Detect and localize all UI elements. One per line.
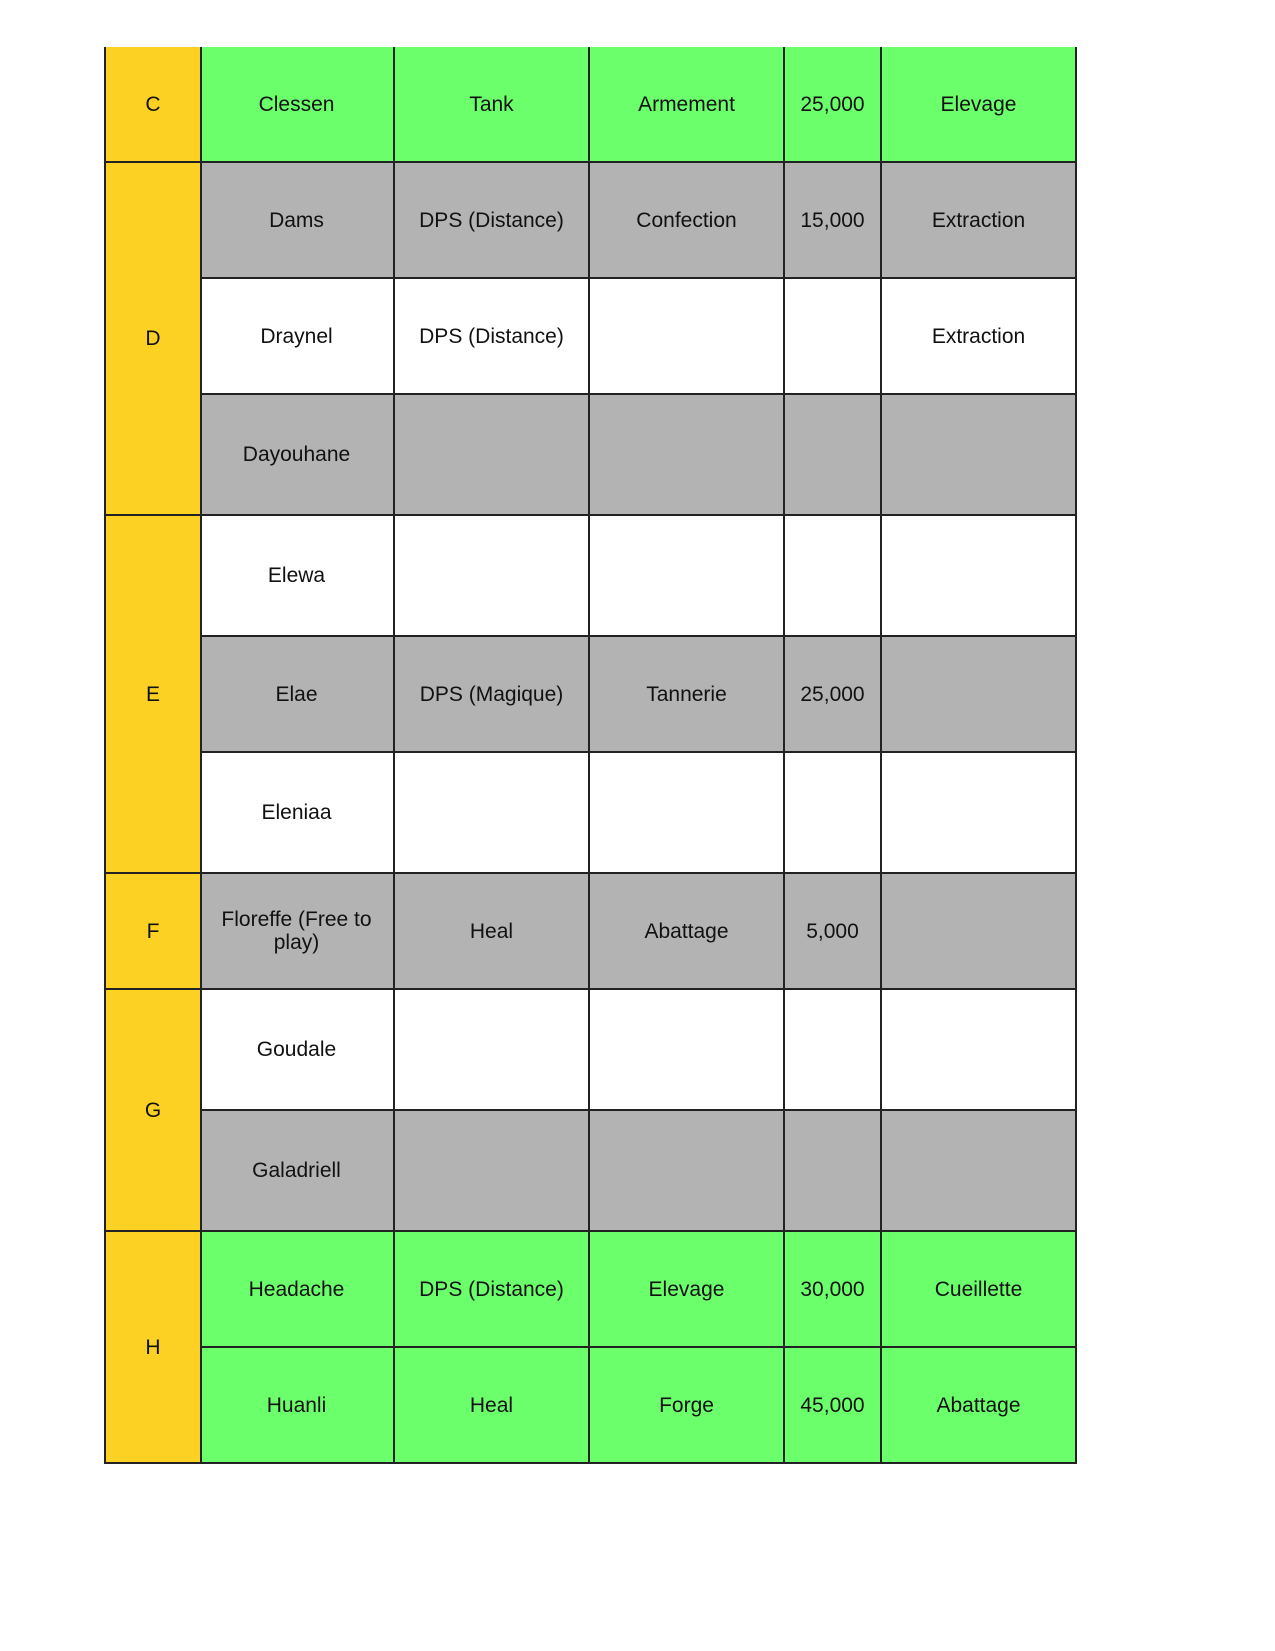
cell-role [395,395,590,516]
cell-name: Clessen [200,47,395,163]
cell-role: Heal [395,874,590,990]
cell-name: Eleniaa [200,753,395,874]
cell-role [395,753,590,874]
cell-harvest: Elevage [882,47,1077,163]
cell-name: Elewa [200,516,395,637]
cell-craft [590,753,785,874]
cell-name: Headache [200,1232,395,1348]
cell-craft: Elevage [590,1232,785,1348]
cell-amount: 30,000 [785,1232,882,1348]
cell-harvest: Abattage [882,1348,1077,1464]
cell-amount: 5,000 [785,874,882,990]
cell-craft [590,1111,785,1232]
group-letter: F [104,874,202,990]
cell-craft [590,990,785,1111]
cell-amount [785,1111,882,1232]
cell-role: DPS (Distance) [395,163,590,279]
cell-amount [785,279,882,395]
cell-name: Dayouhane [200,395,395,516]
cell-amount [785,516,882,637]
cell-name: Goudale [200,990,395,1111]
cell-harvest: Cueillette [882,1232,1077,1348]
cell-role [395,516,590,637]
cell-role: Heal [395,1348,590,1464]
cell-amount: 25,000 [785,637,882,753]
cell-harvest [882,516,1077,637]
cell-craft [590,395,785,516]
cell-role: DPS (Distance) [395,1232,590,1348]
cell-amount: 15,000 [785,163,882,279]
cell-harvest: Extraction [882,279,1077,395]
cell-name: Galadriell [200,1111,395,1232]
cell-amount [785,990,882,1111]
group-letter: E [104,516,202,874]
cell-craft [590,279,785,395]
cell-amount: 25,000 [785,47,882,163]
cell-amount: 45,000 [785,1348,882,1464]
cell-craft: Armement [590,47,785,163]
group-letter: H [104,1232,202,1464]
cell-amount [785,753,882,874]
cell-name: Elae [200,637,395,753]
cell-role [395,990,590,1111]
cell-role [395,1111,590,1232]
cell-name: Draynel [200,279,395,395]
group-letter: G [104,990,202,1232]
cell-name: Huanli [200,1348,395,1464]
cell-harvest [882,990,1077,1111]
cell-craft: Tannerie [590,637,785,753]
cell-harvest [882,753,1077,874]
cell-role: DPS (Distance) [395,279,590,395]
cell-name: Dams [200,163,395,279]
member-table [104,92,1112,1523]
cell-name: Floreffe (Free to play) [200,874,395,990]
group-letter: D [104,163,202,516]
cell-harvest [882,874,1077,990]
cell-harvest [882,637,1077,753]
cell-craft: Confection [590,163,785,279]
cell-role: Tank [395,47,590,163]
cell-role: DPS (Magique) [395,637,590,753]
cell-craft: Forge [590,1348,785,1464]
table-body [104,47,1112,1464]
cell-amount [785,395,882,516]
cell-harvest: Extraction [882,163,1077,279]
cell-harvest [882,395,1077,516]
cell-craft: Abattage [590,874,785,990]
cell-harvest [882,1111,1077,1232]
cell-craft [590,516,785,637]
group-letter: C [104,47,202,163]
